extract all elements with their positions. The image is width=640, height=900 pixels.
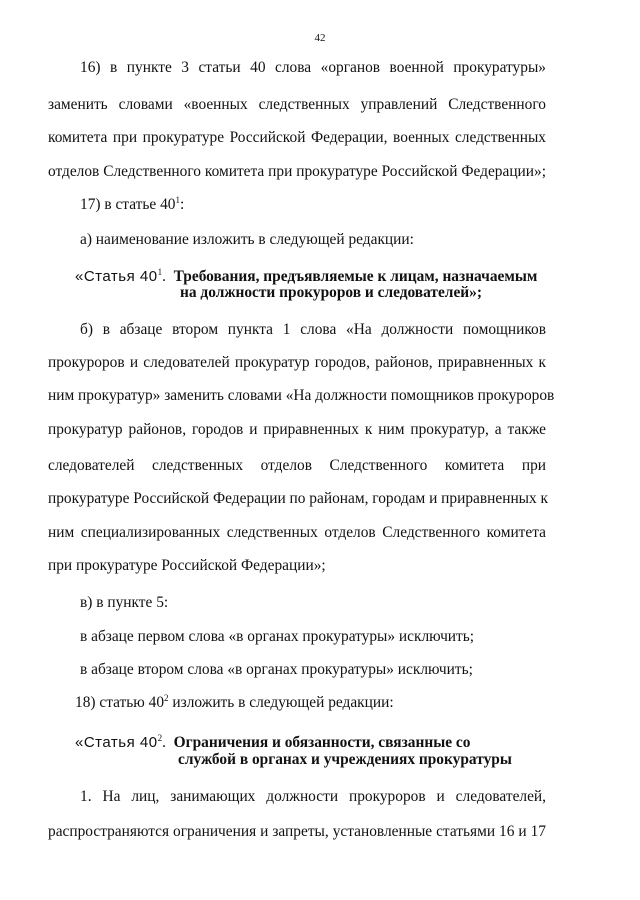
item-17-b-line-6: прокуратуре Российской Федерации по районам, городам и приравненных к bbox=[48, 490, 549, 507]
item-16-line-4: отделов Следственного комитета при прокуратуре Российской Федерации»; bbox=[48, 163, 546, 180]
item-17-v: в) в пункте 5: bbox=[80, 594, 169, 611]
item-17-b-line-7: ним специализированных следственных отделов Следственного комитета bbox=[48, 524, 546, 541]
item-17-b-line-1: б) в абзаце втором пункта 1 слова «На должности помощников bbox=[80, 321, 546, 338]
item-17-v-line-1: в абзаце первом слова «в органах прокуратуры» исключить; bbox=[80, 628, 475, 645]
item-17-a: а) наименование изложить в следующей редакции: bbox=[80, 231, 414, 248]
item-16-line-1: 16) в пункте 3 статьи 40 слова «органов военной прокуратуры» bbox=[80, 59, 546, 76]
article-40-2-heading-line-2: службой в органах и учреждениях прокуратуры bbox=[178, 751, 512, 768]
item-17-b-line-8: при прокуратуре Российской Федерации»; bbox=[48, 557, 326, 574]
item-17-v-line-2: в абзаце втором слова «в органах прокуратуры» исключить; bbox=[80, 661, 473, 678]
item-16-line-3: комитета при прокуратуре Российской Федерации, военных следственных bbox=[48, 129, 546, 146]
article-40-2-clause-1-line-2: распространяются ограничения и запреты, установленные статьями 16 и 17 bbox=[48, 823, 546, 840]
item-18-intro: 18) статью $40^2$ изложить в следующей редакции: bbox=[75, 693, 394, 711]
item-17-b-line-2: прокуроров и следователей прокуратур городов, районов, приравненных к bbox=[48, 354, 546, 371]
item-17-b-line-3: ним прокуратур» заменить словами «На должности помощников прокуроров bbox=[48, 387, 555, 404]
article-40-1-heading-line-2: на должности прокуроров и следователей»; bbox=[180, 284, 482, 301]
page-number: 42 bbox=[314, 32, 326, 44]
article-40-1-heading: «Статья $40^1$. Требования, предъявляемые к лицам, назначаемым bbox=[75, 267, 538, 285]
item-16-line-2: заменить словами «военных следственных управлений Следственного bbox=[48, 96, 546, 113]
item-17-intro: 17) в статье $40^1$: bbox=[80, 195, 185, 213]
item-17-b-line-5: следователей следственных отделов Следственного комитета при bbox=[48, 457, 546, 474]
article-40-2-heading: «Статья $40^2$. Ограничения и обязанности, связанные со bbox=[75, 733, 471, 751]
item-17-b-line-4: прокуратур районов, городов и приравненных к ним прокуратур, а также bbox=[48, 421, 546, 438]
article-40-2-clause-1-line-1: 1. На лиц, занимающих должности прокуроров и следователей, bbox=[80, 788, 546, 805]
